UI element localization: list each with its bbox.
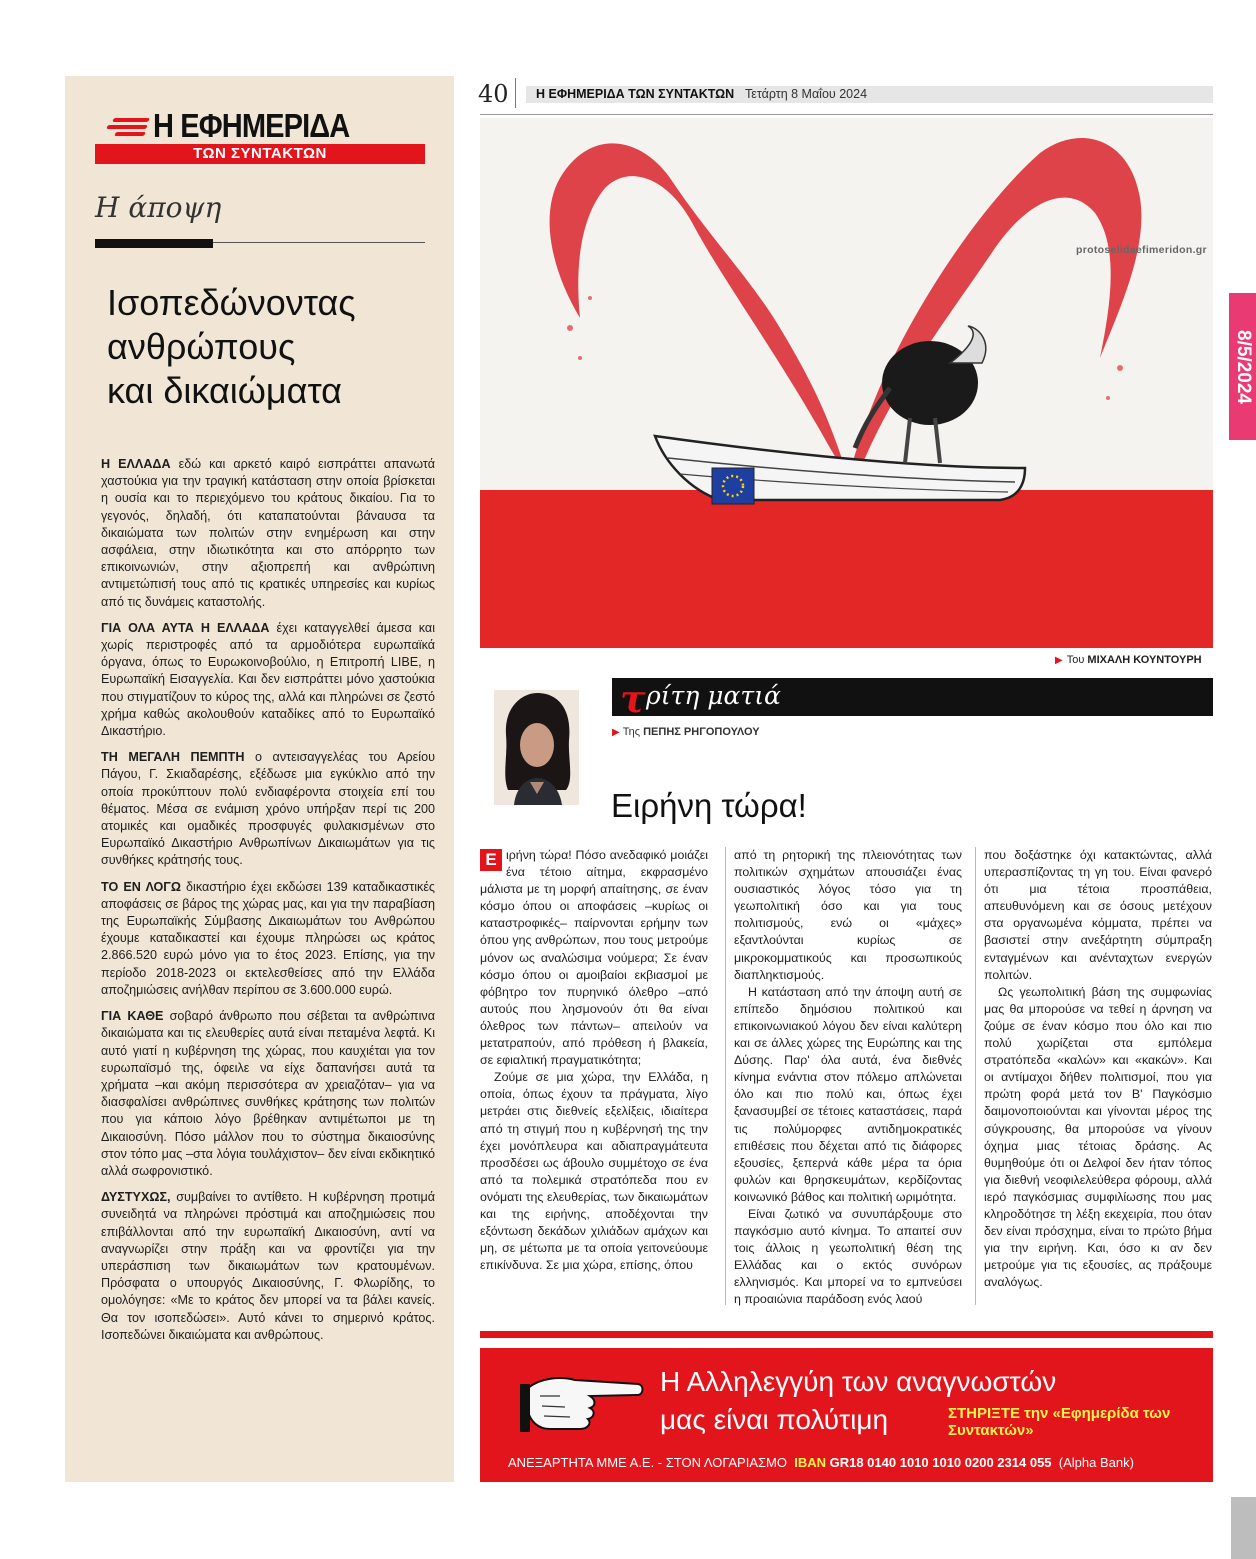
iban-label: IBAN xyxy=(794,1455,826,1470)
paragraph-text: ο αντεισαγγελέας του Αρείου Πάγου, Γ. Σκιαδαρέσης, εξέδωσε μια εγκύκλιο από την οποία προκύπτουν πολύ ενδιαφέροντα στοιχεία επί του θέματος. Μέσα σε ενάμιση χρόνο υπήρξαν περί τις 200 ατομικές και ομαδικές προσφυγές φυλακισμένων στο Ευρωπαϊκό Δικαστήριο Ανθρωπίνων Δικαιωμάτων για τις συνθήκες κράτησής τους. xyxy=(101,750,435,868)
article-paragraph: που δοξάστηκε όχι κατακτώντας, αλλά υπερασπίζοντας τη γη του. Είναι φανερό ότι μια τέτοια προσπάθεια, απευθυνόμενη και σε όσους μετέχουν στα οργανωμένα κόμματα, πρέπει να βασιστεί στην ανεξάρτητη σύμπραξη ενταγμένων και ανένταχτων ενεργών πολιτών. xyxy=(984,848,1212,982)
eu-flag-icon xyxy=(712,468,754,504)
article-title: Ειρήνη τώρα! xyxy=(611,787,807,824)
header-bottom-rule xyxy=(480,114,1213,115)
article-column-2 xyxy=(734,847,962,1309)
column-name: ρίτη ματιά xyxy=(646,681,781,710)
article-paragraph: Ως γεωπολιτική βάση της συμφωνίας μας θα μπορούσε να τεθεί η άρνηση να ζούμε σε έναν κόσμο που όλο και πιο πολύ χωρίζεται στα εμπόλεμα στρατόπεδα «καλών» και «κακών». Και οι αντίμαχοι δήθεν πολιτισμοί, που για πρώτη φορά μετά τον Β' Παγκόσμιο δαιμονοποιούνται και γίνονται μέρος της σύγκρουσης, θα μπορούσε να γίνουν όχημα μιας τέτοιας δράσης. Ας θυμηθούμε ότι οι Δελφοί δεν ήταν τόπος για διεθνή νεοφιλελεύθερα φόρουμ, αλλά ιερό παγκόσμιας συμφιλίωσης που μας κληροδότησε τη λέξη εκεχειρία, που όταν δεν είναι πρόσχημα, είναι το πρώτο βήμα για την ειρήνη. Και, όσο κι αν δεν μετρούμε για τις εξουσίες, ας πράξουμε αναλόγως. xyxy=(984,984,1212,1290)
bank-prefix: ΑΝΕΞΑΡΤΗΤΑ ΜΜΕ Α.Ε. - ΣΤΟΝ ΛΟΓΑΡΙΑΣΜΟ xyxy=(508,1455,787,1470)
editorial-title-line: ανθρώπους xyxy=(107,326,296,367)
masthead-name: Η ΕΦΗΜΕΡΙΔΑ xyxy=(153,107,350,144)
header-divider xyxy=(515,78,516,108)
paragraph-text: ιρήνη τώρα! Πόσο ανεδαφικό μοιάζει ένα τέτοιο αίτημα, εκφρασμένο μάλιστα με τη μορφή απαίτησης, σε έναν κόσμο όπου οι αποφάσεις –κυρίως οι καταστροφικές– παίρνονται ερήμην των όπου γης ανθρώπων, που τους μετρούμε μόνον ως αναλώσιμα νούμερα; Σε έναν κόσμο όπου οι αμοιβαίοι εκβιασμοί με φόβητρο τον πυρηνικό όλεθρο –από αυτούς που λησμονούν ότι θα είναι όλεθρος των πάντων– απειλούν να μετατραπούν, από πρόθεση ή βλακεία, σε εφιαλτική πραγματικότητα; xyxy=(480,848,708,1068)
paragraph-text: έχει καταγγελθεί άμεσα και χωρίς περιστροφές από τα αρμοδιότερα ευρωπαϊκά όργανα, όπως το Ευρωκοινοβούλιο, η Επιτροπή LIBE, η Ευρωπαϊκή Εισαγγελία. Και δεν εισπράττει μόνο χαστούκια που στιγματίζουν το κύρος της, αλλά και πληρώνει σε ζεστό χρήμα καθώς ακολουθούν καταδίκες από το Ευρωπαϊκό Δικαστήριο. xyxy=(101,620,435,739)
column-divider xyxy=(725,847,726,1305)
paragraph-text: δικαστήριο έχει εκδώσει 139 καταδικαστικές αποφάσεις σε βάρος της χώρας μας, και για την παραβίαση της Ευρωπαϊκής Σύμβασης Δικαιωμάτων του Ανθρώπου έχουμε καταδικαστεί και έχουμε πληρώσει ως κράτος 2.866.520 ευρώ μόνο για το έτος 2023. Επίσης, για την περίοδο 2018-2023 οι εκτελεσθείσες από την Ελλάδα αποζημιώσεις ανήλθαν περίπου σε 3.600.000 ευρώ. xyxy=(101,879,435,997)
pointing-hand-icon xyxy=(520,1366,645,1436)
column-author xyxy=(612,726,760,738)
article-paragraph: από τη ρητορική της πλειονότητας των πολιτικών σχημάτων απουσιάζει ένας ουσιαστικός λόγος τόσο για τη γεωπολιτική όσο και για τους πολιτισμούς, ενώ οι «μάχες» εξαντλούνται κυρίως σε μικροκομματικούς και προσωπικούς διαπληκτισμούς. xyxy=(734,848,962,982)
paragraph-lead: ΓΙΑ ΚΑΘΕ xyxy=(101,1009,164,1024)
article-paragraph xyxy=(480,847,708,1069)
article-paragraph: Ζούμε σε μια χώρα, την Ελλάδα, η οποία, όπως έχουν τα πράγματα, λίγο μετράει στις διεθνείς εξελίξεις, ιδιαίτερα από τη στιγμή που η κυβέρνησή της την έχει μονόπλευρα και αδιαπραγμάτευτα προσδέσει ως άβουλο συμμέτοχο σε ένα από τα πολεμικά στρατόπεδα που εν ονόματι της ελευθερίας, των δικαιωμάτων και της ειρήνης, αποδέχονται την εξόντωση δεκάδων χιλιάδων αμάχων και μη, σε μέτωπα με τα οποία γειτονεύουμε επικίνδυνα. Σε μια χώρα, επίσης, όπου xyxy=(480,1070,708,1273)
editorial-paragraph xyxy=(101,1189,435,1344)
cartoon-droplets xyxy=(567,296,1123,400)
paragraph-text: σοβαρό άνθρωπο που σέβεται τα ανθρώπινα δικαιώματα και τις ελευθερίες αυτά είναι πεταμένα λεφτά. Κι αυτό γιατί η κυβέρνηση της χώρας, που καυχιέται για τον ευρωπαϊσμό της, όφειλε να είχε δαπανήσει αυτά τα χρήματα –και ακόμη περισσότερα αν χρειαζόταν– για να διασφαλίσει ανθρώπινες συνθήκες κράτησης των πολιτών που για κάποιο λόγο βρέθηκαν αντιμέτωποι με τη Δικαιοσύνη. Πόσο μάλλον που το σύστημα δικαιοσύνης στον τόπο μας –στα λόγια τουλάχιστον– δεν είναι εκδικητικό αλλά σωφρονιστικό. xyxy=(101,1009,435,1178)
editorial-paragraph xyxy=(101,1008,435,1180)
masthead-bar xyxy=(95,144,425,164)
paragraph-lead: ΤΗ ΜΕΓΑΛΗ ΠΕΜΠΤΗ xyxy=(101,750,245,765)
advert-subheadline: μας είναι πολύτιμη xyxy=(660,1404,889,1435)
editorial-paragraph xyxy=(101,879,435,999)
iban-number: GR18 0140 1010 1010 0200 2314 055 xyxy=(829,1455,1052,1470)
article-column-3 xyxy=(984,847,1212,1291)
page-number: 40 xyxy=(478,80,509,108)
triangle-arrow-icon: ▶ xyxy=(612,727,620,738)
editorial-paragraph xyxy=(101,456,435,611)
paragraph-lead: ΓΙΑ ΟΛΑ ΑΥΤΑ Η ΕΛΛΑΔΑ xyxy=(101,620,270,635)
advert-support-text: ΣΤΗΡΙΞΤΕ την «Εφημερίδα των Συντακτών» xyxy=(948,1405,1171,1439)
editorial-title xyxy=(107,281,437,413)
section-rule-accent xyxy=(95,239,213,248)
article-paragraph: Είναι ζωτικό να συνυπάρξουμε στο παγκόσμιο αυτό κίνημα. Το απαιτεί συν τοις άλλοις η γεωπολιτική θέση της Ελλάδας και ο εκτός συνόρων ελληνισμός. Και μπορεί να το εμπνεύσει η προαιώνια παράδοση ενός λαού xyxy=(734,1206,962,1307)
bank-name: (Alpha Bank) xyxy=(1058,1455,1134,1470)
side-tab-date: 8/5/2024 xyxy=(1232,329,1254,404)
editorial-title-line: και δικαιώματα xyxy=(107,370,342,411)
cartoon-drawing xyxy=(480,118,1213,648)
cartoon-credit xyxy=(1055,654,1202,666)
paragraph-text: εδώ και αρκετό καιρό εισπράττει απανωτά χαστούκια για την τραγική κατάσταση στην οποία βρίσκεται η ουσία και το περιεχόμενο του κράτους δικαίου. Για το γεγονός, δηλαδή, ότι καταπατούνται βάναυσα τα δικαιώματα των πολιτών στην ενημέρωση και στην ασφάλεια, στην ιδιωτικότητα και στο απόρρητο των επικοινωνιών, στην αξιοπρεπή και ανθρώπινη αντιμετώπισή τους από τις κρατικές υπηρεσίες και κυρίως από τις δυνάμεις καταστολής. xyxy=(101,457,435,609)
advert-bank-details xyxy=(508,1455,1134,1470)
paragraph-lead: Η ΕΛΛΑΔΑ xyxy=(101,457,171,471)
cartoon-illustration xyxy=(480,118,1213,648)
solidarity-advert xyxy=(480,1348,1213,1482)
editorial-title-line: Ισοπεδώνοντας xyxy=(107,282,356,323)
article-column-1 xyxy=(480,847,708,1274)
paragraph-lead: ΤΟ ΕΝ ΛΟΓΩ xyxy=(101,879,181,894)
editorial-body xyxy=(101,456,435,1353)
author-name: ΠΕΠΗΣ ΡΗΓΟΠΟΥΛΟΥ xyxy=(643,726,760,738)
section-label: Η άποψη xyxy=(95,191,222,224)
editorial-paragraph xyxy=(101,749,435,869)
cartoon-spray-right xyxy=(848,138,1141,478)
header-date: Τετάρτη 8 Μαΐου 2024 xyxy=(745,87,868,101)
logo-stripes-icon xyxy=(105,116,153,138)
header-paper-name: Η ΕΦΗΜΕΡΙΔΑ ΤΩΝ ΣΥΝΤΑΚΤΩΝ xyxy=(536,87,735,101)
cartoon-red-sea xyxy=(480,490,1213,648)
date-side-tab xyxy=(1229,293,1256,440)
author-prefix: Της xyxy=(622,726,641,738)
advert-top-bar xyxy=(480,1331,1213,1338)
triangle-arrow-icon: ▶ xyxy=(1055,655,1063,666)
credit-prefix: Του xyxy=(1066,654,1085,666)
masthead-subname: ΤΩΝ ΣΥΝΤΑΚΤΩΝ xyxy=(193,145,327,162)
paragraph-lead: ΔΥΣΤΥΧΩΣ, xyxy=(101,1190,171,1205)
paragraph-text: συμβαίνει το αντίθετο. Η κυβέρνηση προτιμά συνειδητά να πληρώνει πρόστιμά και αποζημιώσεις που επιβάλλονται από την ευρωπαϊκή Δικαιοσύνη, αντί να αναγνωρίζει στην πράξη και να φροντίζει για την υπεράσπιση των δικαιωμάτων των κρατουμένων. Πρόσφατα ο υπουργός Δικαιοσύνης, Γ. Φλωρίδης, το ομολόγησε: «Με το κράτος δεν μπορεί να τα βάλει κανείς. Θα τον ισοπεδώσει». Αυτό κάνει το σημερινό κράτος. Ισοπεδώνει δικαιώματα και ανθρώπους. xyxy=(101,1190,435,1342)
author-portrait xyxy=(494,690,579,805)
dropcap: Ε xyxy=(480,849,502,871)
masthead-logo xyxy=(95,106,425,164)
article-paragraph: Η κατάσταση από την άποψη αυτή σε επίπεδο δημόσιου πολιτικού και επικοινωνιακού λόγου δεν είναι καλύτερη και σε άλλες χώρες της Ευρώπης και της Δύσης. Παρ' όλα αυτά, ένα διεθνές κίνημα ενάντια στον πόλεμο απλώνεται όλο και πιο πολύ και, όπως έχει ξανασυμβεί σε τέτοιες καταστάσεις, παρά τις πολύμορφες αντιδημοκρατικές επιθέσεις που δέχεται από τις διάφορες εξουσίες, ξεπερνά κάθε μέρα τα όρια φυλών και θρησκευμάτων, κερδίζοντας κοινωνικό βάθος και πολιτική ωριμότητα. xyxy=(734,984,962,1204)
cartoon-spray-left xyxy=(550,143,848,478)
author-photo xyxy=(494,690,579,805)
bottom-side-tab xyxy=(1231,1497,1256,1559)
watermark-text: protoselidaefimeridon.gr xyxy=(1076,244,1207,256)
editorial-column xyxy=(65,76,454,1482)
editorial-paragraph xyxy=(101,620,435,740)
column-initial: τ xyxy=(620,676,646,721)
advert-headline: Η Αλληλεγγύη των αναγνωστών xyxy=(660,1366,1057,1397)
credit-name: ΜΙΧΑΛΗ ΚΟΥΝΤΟΥΡΗ xyxy=(1087,654,1202,666)
cartoon-boat xyxy=(655,436,1025,500)
column-divider xyxy=(975,847,976,1305)
